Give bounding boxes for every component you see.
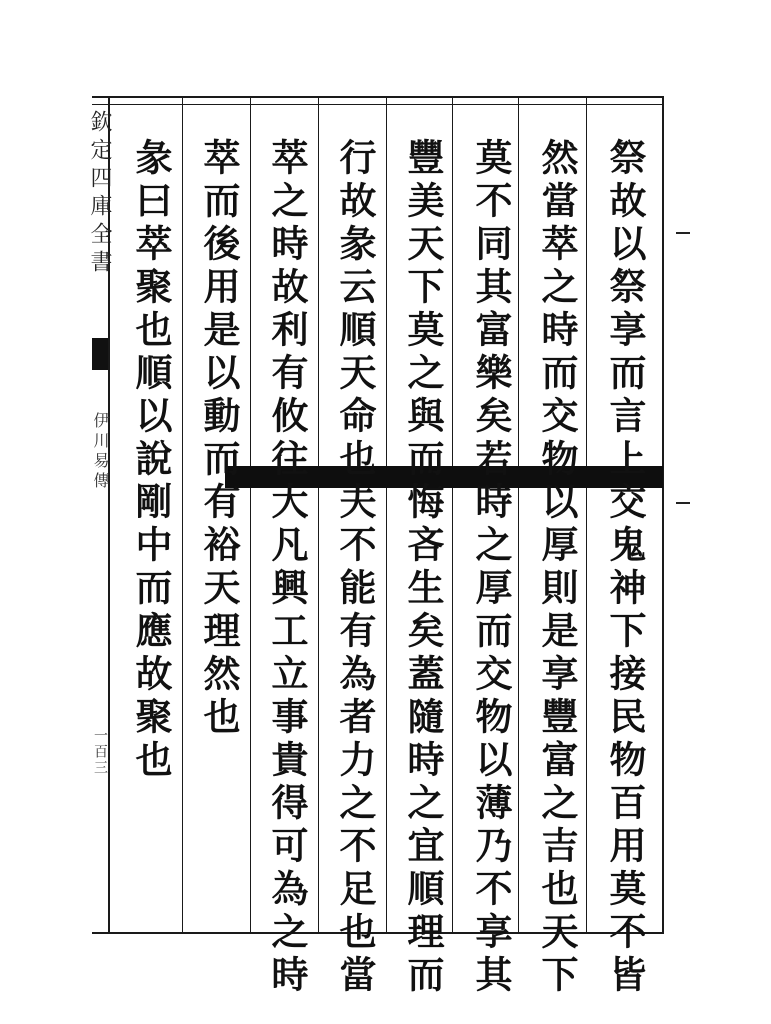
margin-work-title: 伊川易傳 (91, 412, 110, 492)
top-inner-rule (92, 104, 664, 105)
edge-mark (676, 502, 690, 504)
column-divider (182, 98, 183, 932)
right-border-rule (662, 96, 664, 934)
column-divider (518, 98, 519, 932)
text-column-4: 豐美天下莫之與而悔吝生矣蓋隨時之宜順理而 (401, 138, 445, 998)
column-divider (250, 98, 251, 932)
margin-book-title: 欽定四庫全書 (87, 110, 112, 278)
column-divider (586, 98, 587, 932)
text-column-6: 萃之時故利有攸往大凡興工立事貴得可為之時 (265, 138, 309, 998)
column-divider (318, 98, 319, 932)
text-column-1: 祭故以祭享而言上交鬼神下接民物百用莫不皆 (603, 138, 647, 998)
column-divider (386, 98, 387, 932)
top-border-rule (92, 96, 664, 98)
text-column-7: 萃而後用是以動而有裕天理然也 (197, 138, 241, 740)
margin-fishtail-mark (92, 338, 108, 370)
text-column-8: 彖曰萃聚也順以說剛中而應故聚也 (129, 138, 173, 783)
margin-page-number: 一百三 (92, 728, 108, 776)
column-divider (452, 98, 453, 932)
edge-mark (676, 232, 690, 234)
text-column-5: 行故彖云順天命也夫不能有為者力之不足也當 (333, 138, 377, 998)
text-column-3: 莫不同其富樂矣若時之厚而交物以薄乃不享其 (469, 138, 513, 998)
text-column-2: 然當萃之時而交物以厚則是享豐富之吉也天下 (535, 138, 579, 998)
